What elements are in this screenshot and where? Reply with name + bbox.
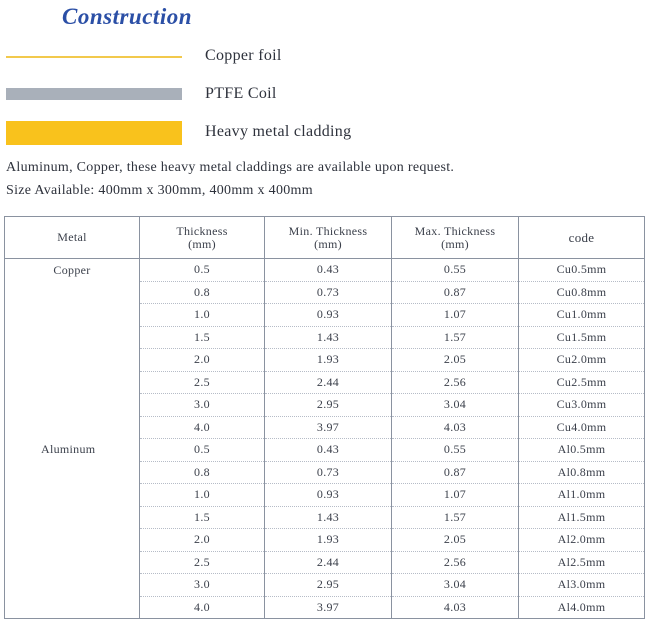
cell-thickness: 1.0 [140, 484, 265, 507]
table-header-row [5, 217, 645, 259]
cell-max-thickness: 2.05 [392, 529, 519, 552]
header-thickness: Thickness (mm) [140, 217, 265, 259]
cell-thickness: 2.0 [140, 529, 265, 552]
cell-metal [5, 416, 140, 439]
ptfe-coil-swatch [6, 88, 182, 100]
cell-thickness: 1.0 [140, 304, 265, 327]
cell-metal [5, 461, 140, 484]
cell-min-thickness: 0.93 [265, 304, 392, 327]
table-row [5, 529, 645, 552]
cell-min-thickness: 3.97 [265, 596, 392, 619]
cell-metal [5, 371, 140, 394]
cell-min-thickness: 2.44 [265, 371, 392, 394]
cell-max-thickness: 2.56 [392, 551, 519, 574]
cell-min-thickness: 0.43 [265, 439, 392, 462]
table-row [5, 574, 645, 597]
cell-min-thickness: 1.43 [265, 506, 392, 529]
cell-max-thickness: 0.87 [392, 281, 519, 304]
cell-thickness: 4.0 [140, 596, 265, 619]
cell-thickness: 1.5 [140, 326, 265, 349]
cell-thickness: 3.0 [140, 394, 265, 417]
cell-thickness: 0.8 [140, 461, 265, 484]
heavy-metal-swatch [6, 121, 182, 145]
cell-max-thickness: 4.03 [392, 416, 519, 439]
cell-max-thickness: 3.04 [392, 394, 519, 417]
availability-note: Aluminum, Copper, these heavy metal claddings are available upon request. [6, 160, 455, 175]
cell-thickness: 0.8 [140, 281, 265, 304]
sizes-note: Size Available: 400mm x 300mm, 400mm x 400mm [6, 183, 313, 198]
cell-code: Cu3.0mm [519, 394, 645, 417]
cell-code: Al1.0mm [519, 484, 645, 507]
cell-thickness: 2.0 [140, 349, 265, 372]
header-max-thickness: Max. Thickness (mm) [392, 217, 519, 259]
cell-code: Cu4.0mm [519, 416, 645, 439]
cell-max-thickness: 1.07 [392, 484, 519, 507]
cell-metal [5, 551, 140, 574]
table-row [5, 416, 645, 439]
cell-thickness: 3.0 [140, 574, 265, 597]
cell-code: Al1.5mm [519, 506, 645, 529]
legend-label-ptfe-coil: PTFE Coil [205, 85, 277, 102]
copper-foil-swatch [6, 56, 182, 58]
cell-min-thickness: 0.43 [265, 259, 392, 282]
cell-max-thickness: 1.57 [392, 326, 519, 349]
header-code: code [519, 217, 645, 259]
cell-max-thickness: 1.57 [392, 506, 519, 529]
table-row [5, 506, 645, 529]
cell-metal [5, 394, 140, 417]
page-title: Construction [62, 4, 192, 29]
cell-max-thickness: 0.55 [392, 259, 519, 282]
table-row [5, 281, 645, 304]
table-row [5, 461, 645, 484]
cell-min-thickness: 1.43 [265, 326, 392, 349]
cell-metal: Aluminum [5, 439, 140, 462]
spec-table [4, 216, 645, 619]
cell-code: Cu0.5mm [519, 259, 645, 282]
cell-min-thickness: 1.93 [265, 529, 392, 552]
table-row [5, 596, 645, 619]
table-row [5, 551, 645, 574]
cell-code: Al2.0mm [519, 529, 645, 552]
cell-max-thickness: 4.03 [392, 596, 519, 619]
legend-label-copper-foil: Copper foil [205, 47, 282, 64]
cell-min-thickness: 3.97 [265, 416, 392, 439]
cell-code: Cu1.5mm [519, 326, 645, 349]
cell-code: Al2.5mm [519, 551, 645, 574]
legend-ptfe-coil [0, 80, 650, 110]
legend-heavy-metal [0, 118, 650, 148]
table-row [5, 326, 645, 349]
cell-metal [5, 529, 140, 552]
cell-max-thickness: 2.56 [392, 371, 519, 394]
cell-code: Cu1.0mm [519, 304, 645, 327]
table-row [5, 304, 645, 327]
cell-thickness: 4.0 [140, 416, 265, 439]
table-row [5, 259, 645, 282]
cell-metal [5, 326, 140, 349]
cell-thickness: 1.5 [140, 506, 265, 529]
cell-min-thickness: 0.73 [265, 461, 392, 484]
table-row [5, 371, 645, 394]
cell-max-thickness: 0.87 [392, 461, 519, 484]
cell-metal [5, 596, 140, 619]
cell-max-thickness: 1.07 [392, 304, 519, 327]
cell-thickness: 0.5 [140, 439, 265, 462]
cell-metal [5, 349, 140, 372]
table-row [5, 349, 645, 372]
cell-code: Al0.8mm [519, 461, 645, 484]
table-row [5, 439, 645, 462]
cell-metal [5, 304, 140, 327]
cell-max-thickness: 2.05 [392, 349, 519, 372]
cell-min-thickness: 2.95 [265, 394, 392, 417]
header-min-thickness: Min. Thickness (mm) [265, 217, 392, 259]
cell-metal: Copper [5, 259, 140, 282]
cell-code: Cu2.0mm [519, 349, 645, 372]
table-row [5, 484, 645, 507]
cell-min-thickness: 0.93 [265, 484, 392, 507]
cell-max-thickness: 0.55 [392, 439, 519, 462]
cell-code: Cu0.8mm [519, 281, 645, 304]
cell-metal [5, 281, 140, 304]
cell-min-thickness: 2.95 [265, 574, 392, 597]
cell-metal [5, 506, 140, 529]
cell-thickness: 0.5 [140, 259, 265, 282]
cell-min-thickness: 0.73 [265, 281, 392, 304]
cell-metal [5, 574, 140, 597]
cell-code: Al0.5mm [519, 439, 645, 462]
cell-max-thickness: 3.04 [392, 574, 519, 597]
cell-min-thickness: 1.93 [265, 349, 392, 372]
table-row [5, 394, 645, 417]
cell-metal [5, 484, 140, 507]
cell-thickness: 2.5 [140, 551, 265, 574]
header-metal: Metal [5, 217, 140, 259]
legend-copper-foil [0, 42, 650, 72]
cell-code: Cu2.5mm [519, 371, 645, 394]
cell-code: Al4.0mm [519, 596, 645, 619]
cell-code: Al3.0mm [519, 574, 645, 597]
cell-min-thickness: 2.44 [265, 551, 392, 574]
cell-thickness: 2.5 [140, 371, 265, 394]
legend-label-heavy-metal: Heavy metal cladding [205, 123, 352, 140]
